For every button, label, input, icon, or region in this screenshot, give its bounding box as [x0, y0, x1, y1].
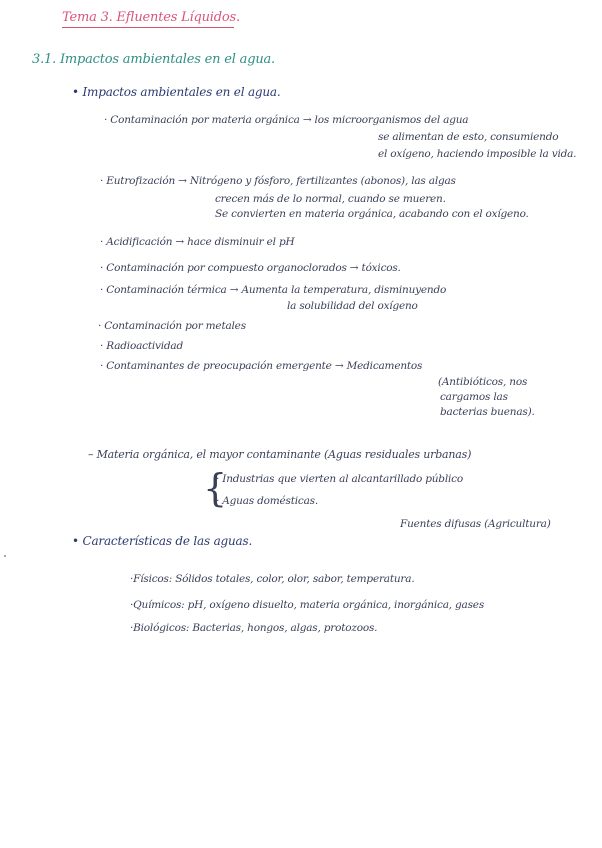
item-materia-organica-cont1: se alimentan de esto, consumiendo — [378, 131, 559, 143]
item-metales: · Contaminación por metales — [98, 320, 246, 332]
brace-symbol: { — [203, 466, 228, 510]
item-emergente-cont3: bacterias buenas). — [440, 406, 535, 418]
item-organoclorados: · Contaminación por compuesto organoclorados → tóxicos. — [100, 262, 401, 274]
caracteristicas-quimicos: ·Químicos: pH, oxígeno disuelto, materia orgánica, inorgánica, gases — [130, 599, 485, 611]
item-termica: · Contaminación térmica → Aumenta la temperatura, disminuyendo — [100, 284, 447, 296]
item-emergente-cont1: (Antibióticos, nos — [438, 376, 528, 388]
item-materia-organica: · Contaminación por materia orgánica → los microorganismos del agua — [104, 114, 469, 126]
item-acidificacion: · Acidificación → hace disminuir el pH — [100, 236, 295, 248]
caracteristicas-heading: • Características de las aguas. — [72, 534, 253, 548]
item-termica-cont: la solubilidad del oxígeno — [287, 300, 418, 312]
caracteristicas-biologicos: ·Biológicos: Bacterias, hongos, algas, protozoos. — [130, 622, 378, 634]
section-heading: 3.1. Impactos ambientales en el agua. — [32, 52, 275, 67]
item-eutrofizacion-cont1: crecen más de lo normal, cuando se mueren. — [215, 193, 446, 205]
item-eutrofizacion-cont2: Se convierten en materia orgánica, acabando con el oxígeno. — [215, 208, 529, 220]
fuentes-difusas: Fuentes difusas (Agricultura) — [400, 518, 551, 530]
impactos-heading: • Impactos ambientales en el agua. — [72, 85, 281, 99]
page-title: Tema 3. Efluentes Líquidos. — [62, 10, 240, 25]
margin-dot — [4, 555, 6, 557]
source-industrias: · Industrias que vierten al alcantarillado público — [216, 473, 463, 485]
caracteristicas-fisicos: ·Físicos: Sólidos totales, color, olor, sabor, temperatura. — [130, 573, 415, 585]
item-radioactividad: · Radioactividad — [100, 340, 183, 352]
materia-heading: – Materia orgánica, el mayor contaminante (Aguas residuales urbanas) — [88, 448, 472, 461]
item-emergente: · Contaminantes de preocupación emergente → Medicamentos — [100, 360, 423, 372]
source-domesticas: · Aguas domésticas. — [216, 495, 318, 507]
item-materia-organica-cont2: el oxígeno, haciendo imposible la vida. — [378, 148, 577, 160]
item-eutrofizacion: · Eutrofización → Nitrógeno y fósforo, fertilizantes (abonos), las algas — [100, 175, 456, 187]
title-underline — [62, 27, 234, 28]
item-emergente-cont2: cargamos las — [440, 391, 508, 403]
